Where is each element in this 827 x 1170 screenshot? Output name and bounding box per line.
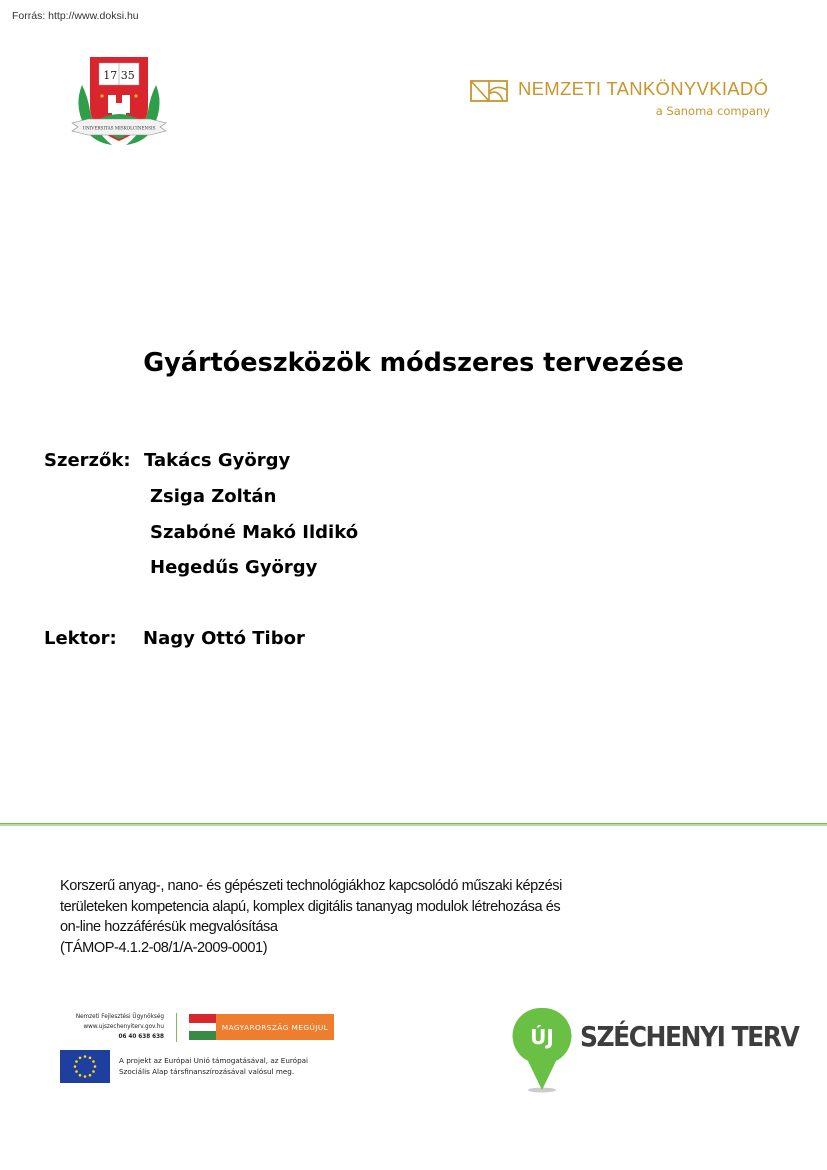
nfu-phone: 06 40 638 638 xyxy=(118,1034,164,1040)
project-line: területeken kompetencia alapú, komplex digitális tananyag modulok létrehozása és xyxy=(60,898,561,915)
university-crest-icon xyxy=(68,55,170,150)
eu-line: Szociális Alap társfinanszírozásával valósul meg. xyxy=(119,1067,295,1076)
szechenyi-terv-logo xyxy=(512,1006,802,1096)
separator xyxy=(176,1013,177,1042)
lector-name: Nagy Ottó Tibor xyxy=(143,628,305,649)
publisher-logo xyxy=(470,78,780,123)
project-description xyxy=(60,876,680,958)
project-line: Korszerű anyag-, nano- és gépészeti technológiákhoz kapcsolódó műszaki képzési xyxy=(60,878,562,894)
nfu-contact xyxy=(60,1012,164,1042)
project-line: on-line hozzáférésük megvalósítása xyxy=(60,919,278,935)
badge-label: MAGYARORSZÁG MEGÚJUL xyxy=(216,1014,334,1040)
author-name: Hegedűs György xyxy=(150,557,318,578)
authors-label: Szerzők: xyxy=(44,450,131,471)
author-name: Szabóné Makó Ildikó xyxy=(150,522,359,543)
author-name: Takács György xyxy=(144,450,291,471)
szechenyi-terv-name: SZÉCHENYI TERV xyxy=(580,1020,799,1053)
project-code: (TÁMOP-4.1.2-08/1/A-2009-0001) xyxy=(60,939,268,956)
source-note: Forrás: http://www.doksi.hu xyxy=(12,10,139,22)
author-name: Zsiga Zoltán xyxy=(150,486,277,507)
magyarorszag-megujul-badge xyxy=(189,1014,334,1040)
nfu-url: www.ujszechenyiterv.gov.hu xyxy=(83,1024,164,1030)
publisher-name: NEMZETI TANKÖNYVKIADÓ xyxy=(518,78,769,99)
nfu-name: Nemzeti Fejlesztési Ügynökség xyxy=(75,1014,164,1020)
document-title: Gyártóeszközök módszeres tervezése xyxy=(143,348,684,378)
publisher-subtitle: a Sanoma company xyxy=(655,104,770,118)
svg-text:ÚJ: ÚJ xyxy=(530,1025,554,1049)
eu-flag-icon xyxy=(60,1050,110,1083)
svg-text:17 35: 17 35 xyxy=(103,69,135,82)
svg-text:UNIVERSITAS MISKOLCINENSIS: UNIVERSITAS MISKOLCINENSIS xyxy=(82,125,156,131)
green-divider xyxy=(0,823,827,826)
map-pin-icon xyxy=(512,1006,572,1094)
lector-label: Lektor: xyxy=(44,628,117,649)
hungarian-flag-icon xyxy=(189,1014,216,1040)
eu-line: A projekt az Európai Unió támogatásával, az Európai xyxy=(119,1056,309,1065)
publisher-mark-icon xyxy=(470,80,508,102)
eu-funding-note xyxy=(119,1055,308,1077)
